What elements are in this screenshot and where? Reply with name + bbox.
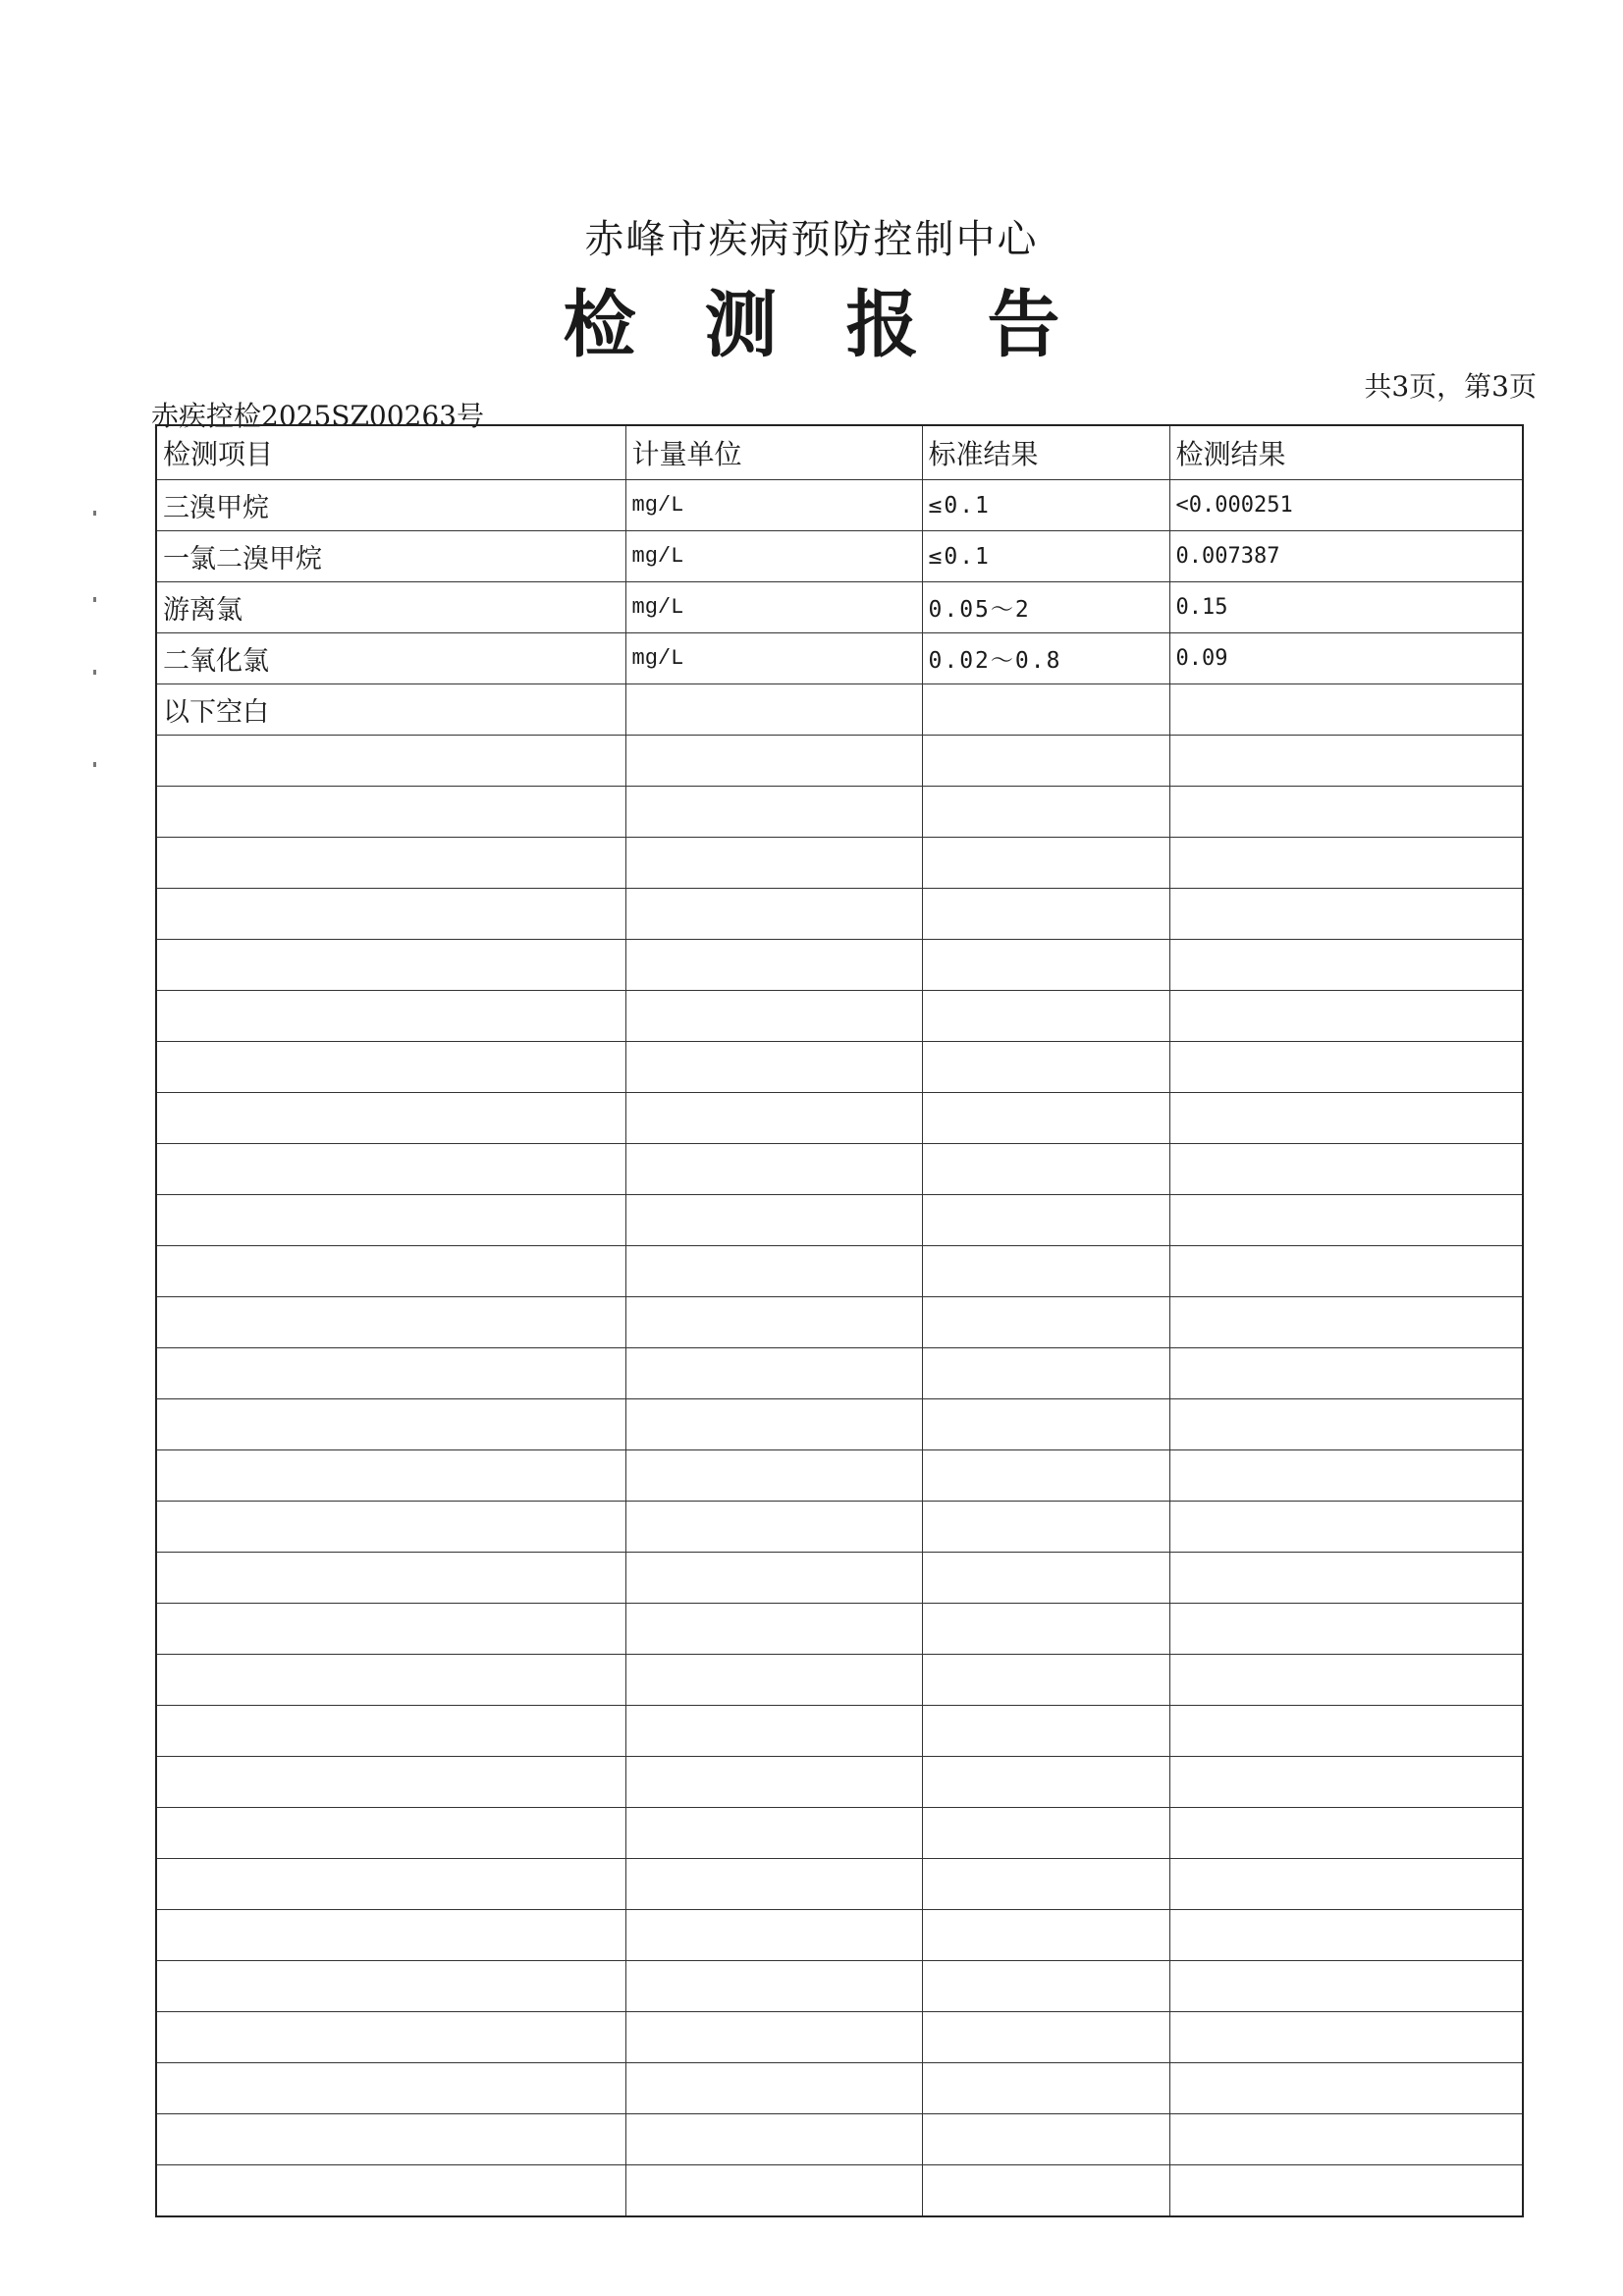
table-cell-standard — [922, 1246, 1169, 1297]
table-cell-standard — [922, 1399, 1169, 1450]
table-cell-unit — [625, 1297, 922, 1348]
table-cell-standard: 0.02～0.8 — [922, 633, 1169, 684]
table-row — [156, 1604, 1523, 1655]
table-cell-item: 三溴甲烷 — [156, 480, 625, 531]
table-cell-result — [1169, 1604, 1523, 1655]
table-cell-result — [1169, 889, 1523, 940]
table-cell-unit — [625, 1144, 922, 1195]
table-cell-unit: mg/L — [625, 633, 922, 684]
table-row — [156, 684, 1523, 736]
table-cell-unit — [625, 1195, 922, 1246]
table-cell-standard — [922, 2063, 1169, 2114]
table-cell-item — [156, 787, 625, 838]
table-cell-unit: mg/L — [625, 531, 922, 582]
table-row — [156, 633, 1523, 684]
table-cell-item — [156, 2012, 625, 2063]
table-row — [156, 1246, 1523, 1297]
table-cell-item — [156, 1246, 625, 1297]
table-cell-result — [1169, 1246, 1523, 1297]
table-cell-standard — [922, 1042, 1169, 1093]
scan-mark — [93, 511, 96, 516]
table-cell-unit — [625, 2063, 922, 2114]
table-row — [156, 2165, 1523, 2217]
table-cell-item — [156, 1655, 625, 1706]
column-header-unit: 计量单位 — [625, 425, 922, 480]
table-cell-unit — [625, 1859, 922, 1910]
table-row — [156, 1297, 1523, 1348]
table-cell-unit — [625, 1042, 922, 1093]
table-cell-unit — [625, 684, 922, 736]
table-cell-standard — [922, 2012, 1169, 2063]
table-cell-item — [156, 1502, 625, 1553]
table-cell-result — [1169, 2063, 1523, 2114]
table-cell-result: 0.09 — [1169, 633, 1523, 684]
table-row — [156, 787, 1523, 838]
table-cell-unit — [625, 1246, 922, 1297]
table-row — [156, 1655, 1523, 1706]
table-cell-standard — [922, 2114, 1169, 2165]
table-cell-result — [1169, 940, 1523, 991]
table-cell-unit — [625, 2114, 922, 2165]
table-cell-unit — [625, 1961, 922, 2012]
results-table — [155, 424, 1524, 2217]
table-cell-result — [1169, 1502, 1523, 1553]
table-row — [156, 1348, 1523, 1399]
table-cell-unit — [625, 2165, 922, 2217]
table-cell-item — [156, 1808, 625, 1859]
table-cell-item — [156, 1604, 625, 1655]
table-cell-unit: mg/L — [625, 480, 922, 531]
table-cell-unit — [625, 1450, 922, 1502]
table-cell-unit — [625, 1553, 922, 1604]
table-cell-result — [1169, 684, 1523, 736]
table-cell-item — [156, 940, 625, 991]
table-cell-result — [1169, 1910, 1523, 1961]
table-cell-standard — [922, 1655, 1169, 1706]
table-cell-result — [1169, 2114, 1523, 2165]
table-row — [156, 1859, 1523, 1910]
table-cell-unit — [625, 1604, 922, 1655]
table-cell-result — [1169, 2165, 1523, 2217]
table-cell-unit — [625, 838, 922, 889]
table-row — [156, 940, 1523, 991]
table-cell-result — [1169, 1195, 1523, 1246]
organization-name: 赤峰市疾病预防控制中心 — [584, 217, 1039, 262]
table-cell-standard — [922, 1859, 1169, 1910]
table-cell-standard — [922, 1808, 1169, 1859]
table-cell-unit — [625, 1757, 922, 1808]
table-cell-standard: ≤0.1 — [922, 531, 1169, 582]
table-cell-item — [156, 1399, 625, 1450]
table-cell-standard — [922, 1757, 1169, 1808]
table-cell-item — [156, 736, 625, 787]
table-cell-result — [1169, 1961, 1523, 2012]
table-cell-result — [1169, 1757, 1523, 1808]
column-header-item: 检测项目 — [156, 425, 625, 480]
table-cell-item: 以下空白 — [156, 684, 625, 736]
table-cell-item — [156, 1706, 625, 1757]
table-cell-result — [1169, 2012, 1523, 2063]
table-cell-result: <0.000251 — [1169, 480, 1523, 531]
results-table-container — [155, 424, 1522, 2217]
table-cell-result — [1169, 1144, 1523, 1195]
table-row — [156, 736, 1523, 787]
table-row — [156, 2114, 1523, 2165]
table-cell-result — [1169, 1093, 1523, 1144]
column-header-result: 检测结果 — [1169, 425, 1523, 480]
table-cell-standard — [922, 991, 1169, 1042]
table-cell-result: 0.15 — [1169, 582, 1523, 633]
scan-mark — [93, 670, 96, 675]
table-cell-standard — [922, 1502, 1169, 1553]
page-info: 共3页，第3页 — [1364, 370, 1537, 403]
table-row — [156, 1399, 1523, 1450]
table-cell-item — [156, 889, 625, 940]
table-cell-result — [1169, 1706, 1523, 1757]
table-cell-item — [156, 1961, 625, 2012]
table-cell-result — [1169, 1399, 1523, 1450]
table-cell-standard — [922, 1195, 1169, 1246]
table-cell-result: 0.007387 — [1169, 531, 1523, 582]
table-cell-unit — [625, 1399, 922, 1450]
table-cell-item — [156, 1297, 625, 1348]
table-cell-item — [156, 991, 625, 1042]
table-cell-item — [156, 1859, 625, 1910]
table-row — [156, 1808, 1523, 1859]
table-cell-unit — [625, 889, 922, 940]
table-cell-result — [1169, 1450, 1523, 1502]
table-cell-unit — [625, 1093, 922, 1144]
table-row — [156, 1093, 1523, 1144]
report-number: 赤疾控检2025SZ00263号 — [151, 400, 484, 432]
table-cell-item — [156, 1450, 625, 1502]
table-cell-item — [156, 1553, 625, 1604]
table-row — [156, 2012, 1523, 2063]
scan-mark — [93, 597, 96, 602]
table-cell-standard: ≤0.1 — [922, 480, 1169, 531]
table-row — [156, 1706, 1523, 1757]
table-cell-unit — [625, 1502, 922, 1553]
table-cell-unit — [625, 1808, 922, 1859]
table-cell-result — [1169, 1297, 1523, 1348]
table-cell-item — [156, 1144, 625, 1195]
table-row — [156, 1961, 1523, 2012]
table-cell-item — [156, 2165, 625, 2217]
table-cell-standard — [922, 684, 1169, 736]
table-cell-unit — [625, 1706, 922, 1757]
table-cell-unit — [625, 1348, 922, 1399]
table-cell-result — [1169, 838, 1523, 889]
table-cell-standard — [922, 940, 1169, 991]
table-row — [156, 531, 1523, 582]
column-header-standard: 标准结果 — [922, 425, 1169, 480]
table-cell-item — [156, 1195, 625, 1246]
table-cell-standard — [922, 1450, 1169, 1502]
table-row — [156, 1553, 1523, 1604]
table-cell-result — [1169, 1808, 1523, 1859]
table-cell-result — [1169, 1042, 1523, 1093]
table-cell-item — [156, 1757, 625, 1808]
table-row — [156, 991, 1523, 1042]
scan-mark — [93, 762, 96, 767]
table-cell-standard — [922, 1604, 1169, 1655]
table-cell-item — [156, 1910, 625, 1961]
table-cell-unit — [625, 736, 922, 787]
report-title: 检测报告 — [563, 283, 1129, 367]
table-cell-unit — [625, 1910, 922, 1961]
table-cell-standard — [922, 838, 1169, 889]
table-cell-result — [1169, 1553, 1523, 1604]
table-cell-item — [156, 1042, 625, 1093]
table-cell-result — [1169, 787, 1523, 838]
table-row — [156, 1450, 1523, 1502]
table-cell-item: 二氧化氯 — [156, 633, 625, 684]
table-cell-unit — [625, 940, 922, 991]
table-cell-unit — [625, 1655, 922, 1706]
table-cell-result — [1169, 991, 1523, 1042]
table-row — [156, 1195, 1523, 1246]
table-cell-standard — [922, 736, 1169, 787]
table-row — [156, 1502, 1523, 1553]
table-row — [156, 2063, 1523, 2114]
table-cell-result — [1169, 1859, 1523, 1910]
table-row — [156, 1144, 1523, 1195]
table-cell-standard: 0.05～2 — [922, 582, 1169, 633]
table-cell-item — [156, 1348, 625, 1399]
table-cell-unit — [625, 991, 922, 1042]
table-cell-standard — [922, 1553, 1169, 1604]
table-cell-standard — [922, 889, 1169, 940]
table-header-row — [156, 425, 1523, 480]
table-cell-standard — [922, 1348, 1169, 1399]
table-cell-item — [156, 2114, 625, 2165]
table-row — [156, 1910, 1523, 1961]
table-cell-unit — [625, 2012, 922, 2063]
table-cell-standard — [922, 1144, 1169, 1195]
table-cell-item — [156, 1093, 625, 1144]
table-cell-standard — [922, 1706, 1169, 1757]
table-row — [156, 838, 1523, 889]
table-cell-standard — [922, 1961, 1169, 2012]
table-cell-standard — [922, 1910, 1169, 1961]
table-cell-result — [1169, 736, 1523, 787]
table-cell-result — [1169, 1348, 1523, 1399]
table-row — [156, 889, 1523, 940]
table-cell-item: 一氯二溴甲烷 — [156, 531, 625, 582]
table-row — [156, 582, 1523, 633]
table-cell-item: 游离氯 — [156, 582, 625, 633]
table-row — [156, 1757, 1523, 1808]
table-cell-standard — [922, 787, 1169, 838]
table-cell-unit — [625, 787, 922, 838]
table-row — [156, 480, 1523, 531]
table-cell-standard — [922, 1297, 1169, 1348]
table-cell-standard — [922, 1093, 1169, 1144]
table-cell-standard — [922, 2165, 1169, 2217]
table-cell-unit: mg/L — [625, 582, 922, 633]
table-cell-item — [156, 2063, 625, 2114]
table-cell-result — [1169, 1655, 1523, 1706]
table-cell-item — [156, 838, 625, 889]
table-row — [156, 1042, 1523, 1093]
